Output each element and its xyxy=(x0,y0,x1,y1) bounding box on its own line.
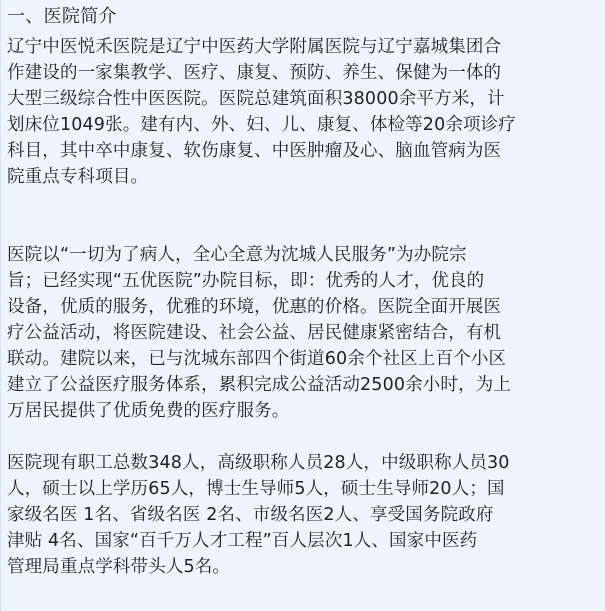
text-line: 科目，其中卒中康复、软伤康复、中医肿瘤及心、脑血管病为医 xyxy=(7,141,502,161)
text-line: 联动。建院以来，已与沈城东部四个街道60余个社区上百个小区 xyxy=(7,349,507,369)
text-line: 津贴 4名、国家“百千万人才工程”百人层次1人、国家中医药 xyxy=(7,531,478,551)
text-line: 医院以“一切为了病人，全心全意为沈城人民服务”为办院宗 xyxy=(7,245,467,265)
paragraph-staff-overview xyxy=(7,450,602,580)
text-line: 大型三级综合性中医医院。医院总建筑面积38000余平方米，计 xyxy=(7,89,505,109)
text-line: 管理局重点学科带头人5名。 xyxy=(7,557,231,577)
text-line: 万居民提供了优质免费的医疗服务。 xyxy=(7,401,290,421)
section-heading: 一、医院简介 xyxy=(7,6,117,27)
text-line: 作建设的一家集教学、医疗、康复、预防、养生、保健为一体的 xyxy=(7,63,502,83)
paragraph-hospital-overview xyxy=(7,34,602,190)
text-line: 建立了公益医疗服务体系，累积完成公益活动2500余小时，为上 xyxy=(7,375,512,395)
text-line: 旨；已经实现“五优医院”办院目标，即：优秀的人才，优良的 xyxy=(7,271,485,291)
text-line: 家级名医 1名、省级名医 2名、市级名医2人、享受国务院政府 xyxy=(7,505,494,525)
text-line: 设备，优质的服务，优雅的环境，优惠的价格。医院全面开展医 xyxy=(7,297,502,317)
text-line: 辽宁中医悦禾医院是辽宁中医药大学附属医院与辽宁嘉城集团合 xyxy=(7,37,502,57)
text-line: 划床位1049张。建有内、外、妇、儿、康复、体检等20余项诊疗 xyxy=(7,115,516,135)
text-line: 疗公益活动，将医院建设、社会公益、居民健康紧密结合，有机 xyxy=(7,323,502,343)
text-line: 医院现有职工总数348人，高级职称人员28人，中级职称人员30 xyxy=(7,453,510,473)
text-line: 人，硕士以上学历65人，博士生导师5人，硕士生导师20人；国 xyxy=(7,479,505,499)
paragraph-hospital-mission xyxy=(7,242,602,424)
text-line: 院重点专科项目。 xyxy=(7,167,149,187)
